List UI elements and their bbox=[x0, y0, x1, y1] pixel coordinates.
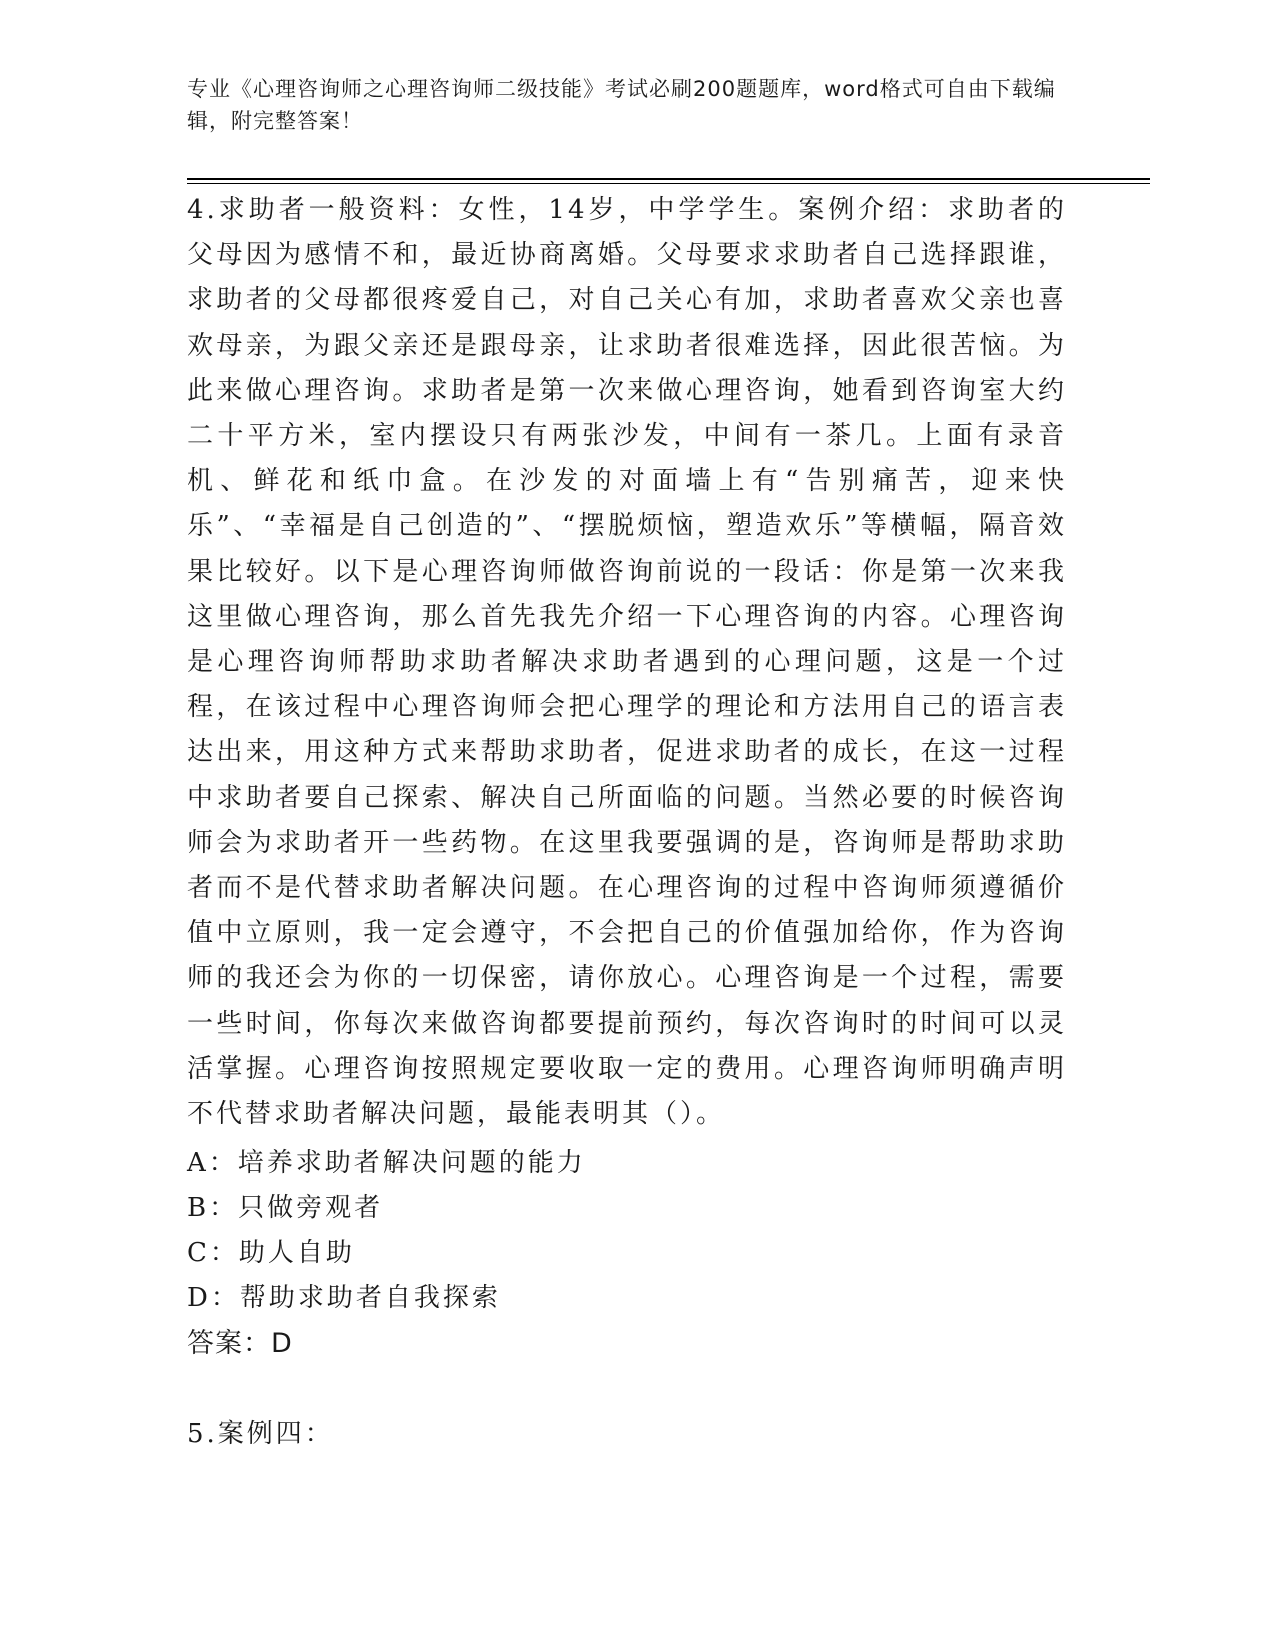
option-d: D：帮助求助者自我探索 bbox=[187, 1283, 501, 1313]
header-divider-thin bbox=[187, 183, 1150, 184]
question-4-body: 4.求助者一般资料：女性，14岁，中学学生。案例介绍：求助者的父母因为感情不和，最近协商离婚。父母要求求助者自己选择跟谁，求助者的父母都很疼爱自己，对自己关心有加，求助者喜欢父亲也喜欢母亲，为跟父亲还是跟母亲，让求助者很难选择，因此很苦恼。为此来做心理咨询。求助者是第一次来做心理咨询，她看到咨询室大约二十平方米，室内摆设只有两张沙发，中间有一茶几。上面有录音机、鲜花和纸巾盒。在沙发的对面墙上有“告别痛苦，迎来快乐”、“幸福是自己创造的”、“摆脱烦恼，塑造欢乐”等横幅，隔音效果比较好。以下是心理咨询师做咨询前说的一段话：你是第一次来我这里做心理咨询，那么首先我先介绍一下心理咨询的内容。心理咨询是心理咨询师帮助求助者解决求助者遇到的心理问题，这是一个过程，在该过程中心理咨询师会把心理学的理论和方法用自己的语言表达出来，用这种方式来帮助求助者，促进求助者的成长，在这一过程中求助者要自己探索、解决自己所面临的问题。当然必要的时候咨询师会为求助者开一些药物。在这里我要强调的是，咨询师是帮助求助者而不是代替求助者解决问题。在心理咨询的过程中咨询师须遵循价值中立原则，我一定会遵守，不会把自己的价值强加给你，作为咨询师的我还会为你的一切保密，请你放心。心理咨询是一个过程，需要一些时间，你每次来做咨询都要提前预约，每次咨询时的时间可以灵活掌握。心理咨询按照规定要收取一定的费用。心理咨询师明确声明不代替求助者解决问题，最能表明其（）。 bbox=[187, 195, 1067, 1130]
question-5-heading: 5.案例四： bbox=[187, 1419, 334, 1449]
option-b: B：只做旁观者 bbox=[187, 1193, 384, 1223]
question-4-options bbox=[187, 1141, 1067, 1321]
option-a: A：培养求助者解决问题的能力 bbox=[187, 1148, 586, 1178]
question-4-answer: 答案：D bbox=[187, 1328, 293, 1359]
header-divider-thick bbox=[187, 178, 1150, 180]
page-header-text: 专业《心理咨询师之心理咨询师二级技能》考试必刷200题题库，word格式可自由下载编辑，附完整答案！ bbox=[187, 77, 1056, 133]
option-c: C：助人自助 bbox=[187, 1238, 355, 1268]
